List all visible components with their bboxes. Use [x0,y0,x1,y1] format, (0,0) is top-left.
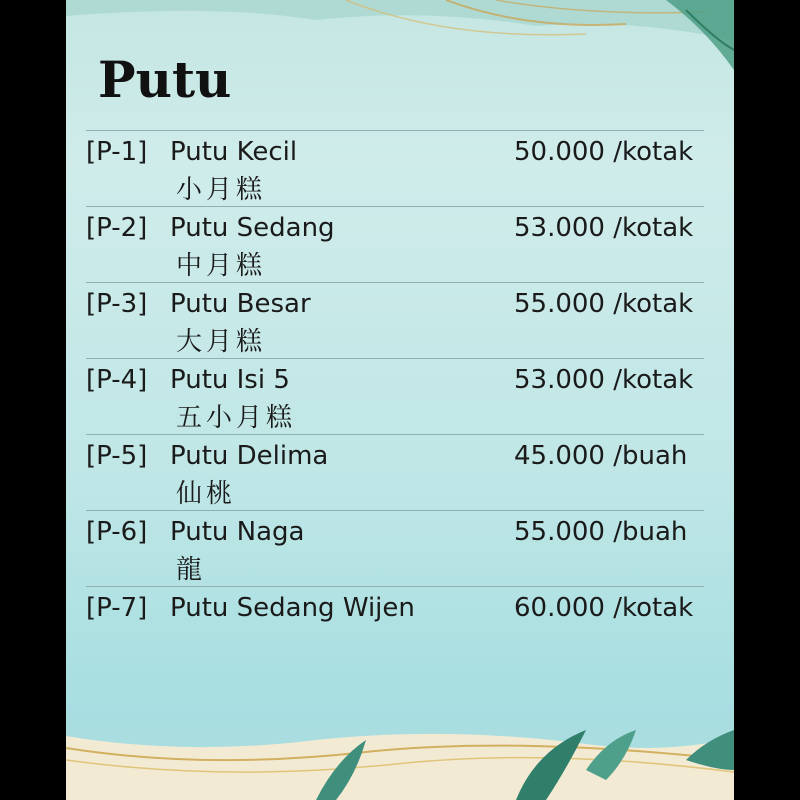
item-code: [P-5] [86,441,148,471]
item-code: [P-4] [86,365,148,395]
right-letterbox [734,0,800,800]
item-price: 45.000 /buah [514,441,688,471]
item-name: Putu Delima [170,441,329,471]
menu-item-p7 [86,586,704,662]
item-price: 53.000 /kotak [514,365,694,395]
item-chinese-name: 五小月糕 [176,403,297,433]
item-name: Putu Sedang Wijen [170,593,415,623]
item-price: 50.000 /kotak [514,137,694,167]
item-name: Putu Isi 5 [170,365,290,395]
item-chinese-name: 龍 [176,555,207,585]
menu-item-p1 [86,130,704,206]
menu-item-list [86,130,704,662]
item-name: Putu Sedang [170,213,335,243]
item-code: [P-1] [86,137,148,167]
item-name: Putu Besar [170,289,311,319]
item-chinese-name: 大月糕 [176,327,267,357]
menu-item-p5 [86,434,704,510]
item-name: Putu Naga [170,517,305,547]
item-chinese-name: 仙桃 [176,479,237,509]
item-chinese-name: 小月糕 [176,175,267,205]
item-price: 55.000 /buah [514,517,688,547]
menu-page [66,0,734,800]
menu-item-p3 [86,282,704,358]
menu-title: Putu [98,50,232,109]
item-code: [P-2] [86,213,148,243]
item-price: 53.000 /kotak [514,213,694,243]
menu-item-p2 [86,206,704,282]
item-chinese-name: 中月糕 [176,251,267,281]
item-name: Putu Kecil [170,137,298,167]
item-price: 55.000 /kotak [514,289,694,319]
bottom-decoration [66,730,734,800]
menu-item-p6 [86,510,704,586]
item-code: [P-6] [86,517,148,547]
menu-item-p4 [86,358,704,434]
item-price: 60.000 /kotak [514,593,694,623]
left-letterbox [0,0,66,800]
item-code: [P-3] [86,289,148,319]
item-code: [P-7] [86,593,148,623]
